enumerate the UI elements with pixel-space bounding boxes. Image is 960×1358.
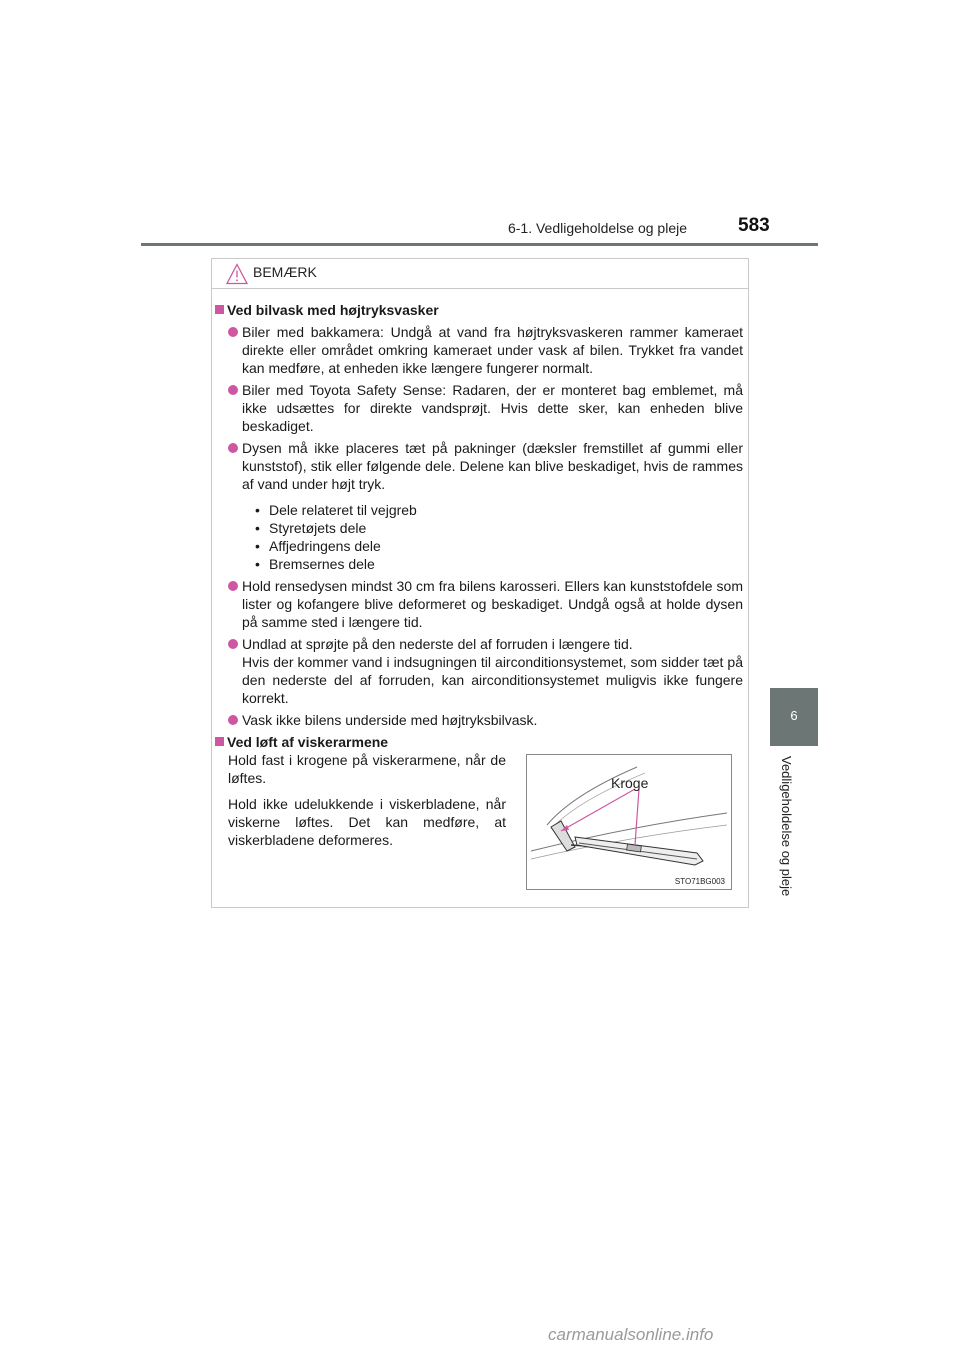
bullet-text: Biler med Toyota Safety Sense: Radaren, der er monteret bag emblemet, må ikke udsættes for direkte vandsprøjt. Hvis dette sker, kan enheden blive beskadiget.: [242, 382, 743, 434]
square-bullet-icon: [215, 737, 224, 746]
chapter-tab: [770, 688, 818, 746]
heading-text: Ved løft af viskerarmene: [227, 734, 389, 750]
page-number: 583: [738, 215, 770, 236]
section-title: 6-1. Vedligeholdelse og pleje: [507, 220, 687, 236]
paragraph: Hold ikke udelukkende i viskerbladene, når viskerne løftes. Det kan medføre, at viskerbladene deformeres.: [228, 796, 506, 848]
figure-code: STO71BG003: [674, 877, 725, 886]
chapter-label-text: Vedligeholdelse og pleje: [779, 756, 794, 897]
round-bullet-icon: [228, 443, 238, 453]
chapter-label: [779, 756, 804, 906]
sub-list-item: • Bremsernes dele: [255, 555, 743, 573]
sub-list-item: • Dele relateret til vejgreb: [255, 501, 743, 519]
heading-text: Ved bilvask med højtryksvasker: [227, 302, 439, 318]
bullet-text: Undlad at sprøjte på den nederste del af forruden i længere tid.: [242, 636, 633, 652]
figure-callout-label: Kroge: [611, 775, 649, 791]
notice-header: [212, 259, 748, 289]
round-bullet-icon: [228, 385, 238, 395]
bullet-text: Hold rensedysen mindst 30 cm fra bilens karosseri. Ellers kan kunststofdele som lister og kofangere blive deformeret og beskadiget. Undgå også at holde dysen på samme sted i længere tid.: [242, 578, 743, 630]
sub-list-item: • Affjedringens dele: [255, 537, 743, 555]
watermark: carmanualsonline.info: [548, 1325, 714, 1344]
chapter-number: 6: [790, 708, 798, 723]
list-item: [215, 381, 743, 435]
round-bullet-icon: [228, 327, 238, 337]
round-bullet-icon: [228, 715, 238, 725]
bullet-text: Biler med bakkamera: Undgå at vand fra højtryksvaskeren rammer kameraet direkte eller området omkring kameraet under vask af bilen. Trykket fra vandet kan medføre, at enheden ikke længere fungerer normalt.: [242, 324, 743, 376]
square-bullet-icon: [215, 305, 224, 314]
round-bullet-icon: [228, 639, 238, 649]
list-item: [215, 635, 743, 707]
bullet-text-continued: Hvis der kommer vand i indsugningen til airconditionsystemet, som sidder tæt på den nederste del af forruden, kan airconditionsystemet muligvis ikke fungere korrekt.: [242, 654, 743, 706]
list-item: [215, 439, 743, 573]
header-rule: [141, 243, 818, 246]
notice-label: BEMÆRK: [253, 264, 317, 280]
section-heading-wiper-arms: [215, 733, 743, 751]
list-item: [215, 323, 743, 377]
wiper-instructions: [228, 751, 506, 857]
list-item: [215, 577, 743, 631]
sub-list-item: • Styretøjets dele: [255, 519, 743, 537]
bullet-text: Vask ikke bilens underside med højtryksbilvask.: [242, 712, 538, 728]
round-bullet-icon: [228, 581, 238, 591]
warning-triangle-icon: [226, 263, 248, 285]
wiper-figure: [526, 754, 732, 890]
list-item: [215, 711, 743, 729]
notice-content: [215, 301, 743, 755]
section-heading-pressure-wash: [215, 301, 743, 319]
paragraph: Hold fast i krogene på viskerarmene, når de løftes.: [228, 752, 506, 786]
bullet-text: Dysen må ikke placeres tæt på pakninger (dæksler fremstillet af gummi eller kunststof), stik eller følgende dele. Delene kan blive beskadiget, hvis de rammes af vand under højt tryk.: [242, 440, 743, 492]
sub-list: [242, 501, 743, 573]
